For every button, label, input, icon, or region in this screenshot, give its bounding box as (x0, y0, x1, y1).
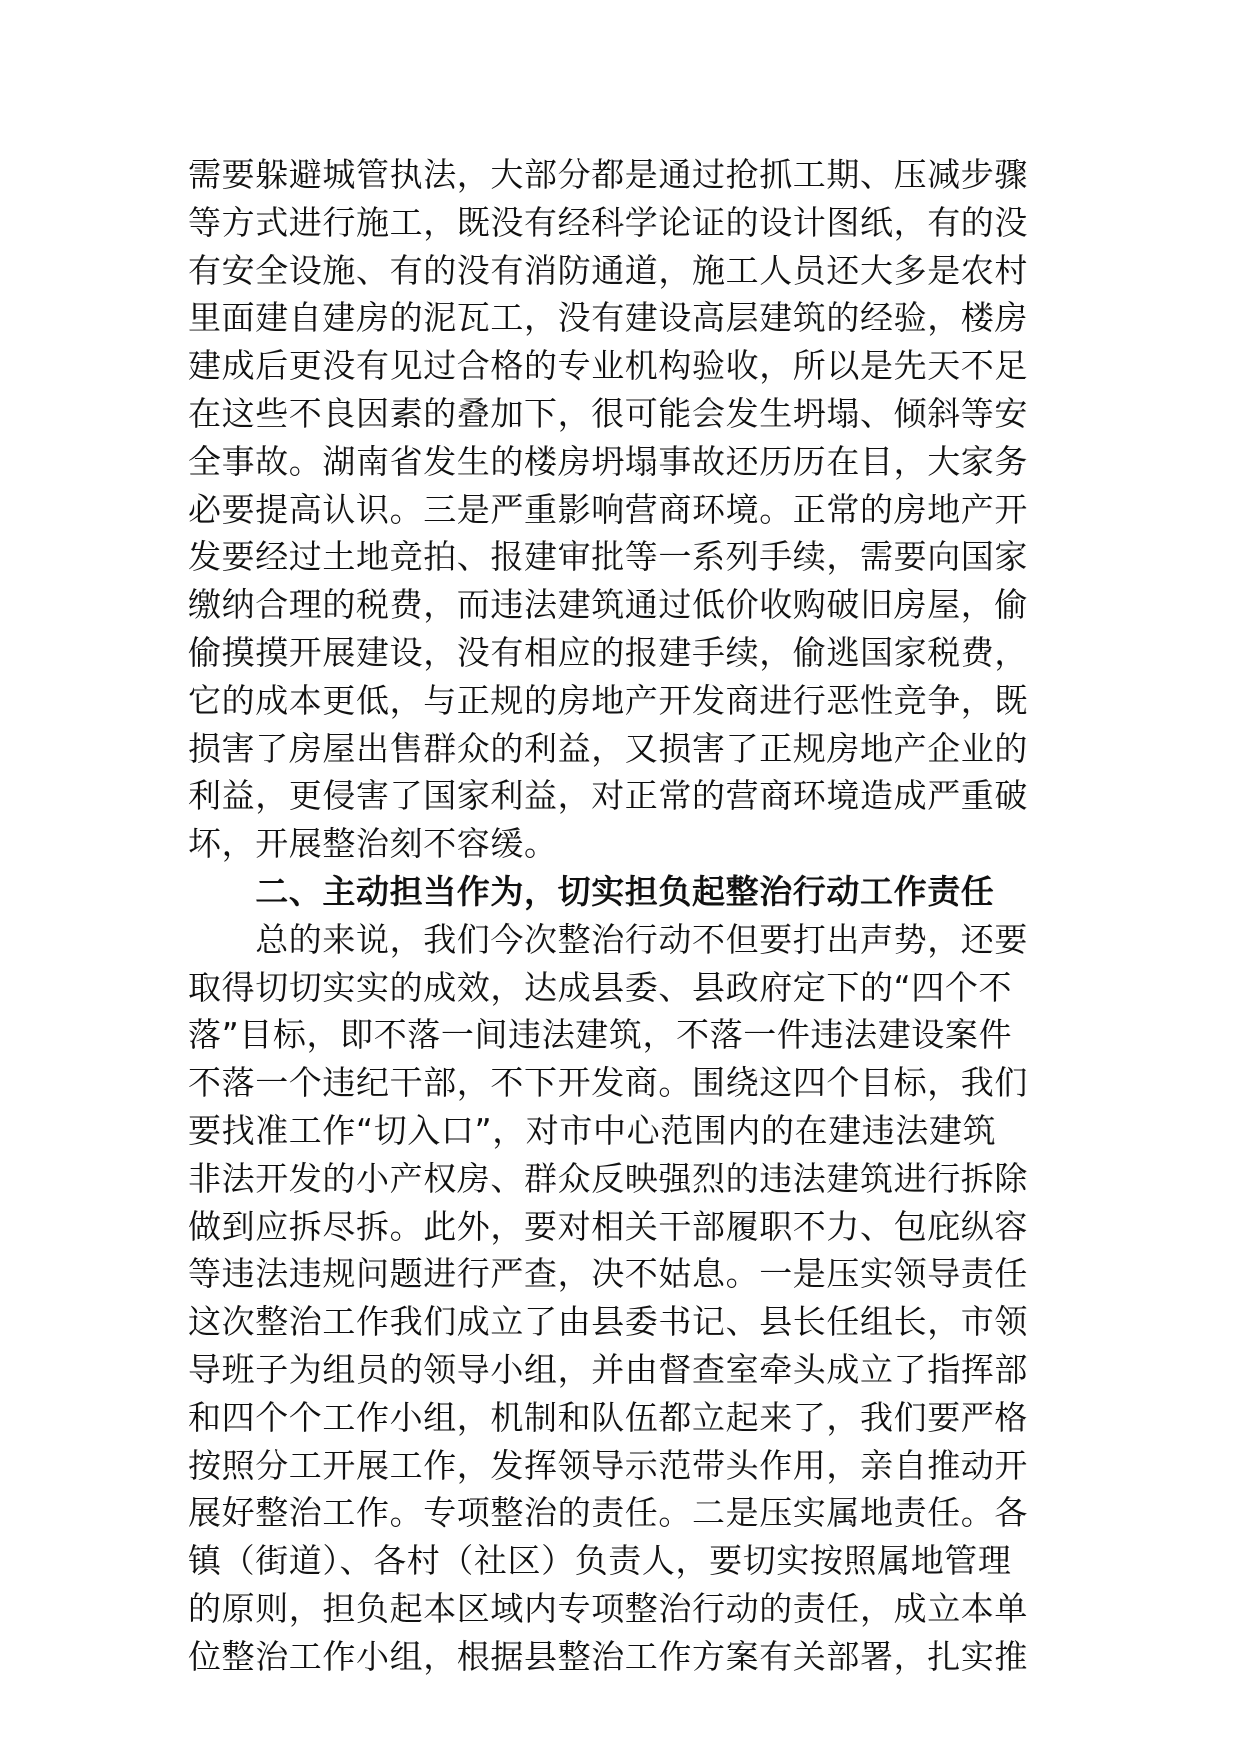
text-line: 和四个个工作小组，机制和队伍都立起来了，我们要严格 (188, 1397, 1028, 1437)
text-line: 等方式进行施工，既没有经科学论证的设计图纸，有的没 (188, 202, 1028, 242)
text-line: 落”目标，即不落一间违法建筑，不落一件违法建设案件 (188, 1015, 1013, 1055)
text-line: 坏，开展整治刻不容缓。 (188, 824, 558, 864)
text-line: 偷摸摸开展建设，没有相应的报建手续，偷逃国家税费， (188, 632, 1028, 672)
section-heading: 二、主动担当作为，切实担负起整治行动工作责任 (188, 871, 995, 911)
text-line: 导班子为组员的领导小组，并由督查室牵头成立了指挥部 (188, 1349, 1028, 1389)
text-line: 发要经过土地竞拍、报建审批等一系列手续，需要向国家 (188, 537, 1028, 577)
text-line: 里面建自建房的泥瓦工，没有建设高层建筑的经验，楼房 (188, 298, 1028, 338)
text-line: 的原则，担负起本区域内专项整治行动的责任，成立本单 (188, 1588, 1028, 1628)
text-line: 不落一个违纪干部，不下开发商。围绕这四个目标，我们 (188, 1063, 1028, 1103)
text-line: 做到应拆尽拆。此外，要对相关干部履职不力、包庇纵容 (188, 1206, 1028, 1246)
body-text (188, 151, 1068, 1681)
text-line: 建成后更没有见过合格的专业机构验收，所以是先天不足 (188, 346, 1028, 386)
text-line: 位整治工作小组，根据县整治工作方案有关部署，扎实推 (188, 1636, 1028, 1676)
text-line: 要找准工作“切入口”，对市中心范围内的在建违法建筑 (188, 1110, 997, 1150)
text-line: 总的来说，我们今次整治行动不但要打出声势，还要 (188, 919, 1028, 959)
text-line: 必要提高认识。三是严重影响营商环境。正常的房地产开 (188, 489, 1028, 529)
text-line: 等违法违规问题进行严查，决不姑息。一是压实领导责任 (188, 1254, 1028, 1294)
text-line: 需要躲避城管执法，大部分都是通过抢抓工期、压减步骤 (188, 155, 1028, 194)
text-line: 在这些不良因素的叠加下，很可能会发生坍塌、倾斜等安 (188, 393, 1028, 433)
text-line: 有安全设施、有的没有消防通道，施工人员还大多是农村 (188, 250, 1028, 290)
text-line: 展好整治工作。专项整治的责任。二是压实属地责任。各 (188, 1493, 1028, 1533)
text-line: 缴纳合理的税费，而违法建筑通过低价收购破旧房屋，偷 (188, 585, 1028, 625)
text-line: 损害了房屋出售群众的利益，又损害了正规房地产企业的 (188, 728, 1028, 768)
text-line: 全事故。湖南省发生的楼房坍塌事故还历历在目，大家务 (188, 441, 1028, 481)
text-line: 取得切切实实的成效，达成县委、县政府定下的“四个不 (188, 967, 1013, 1007)
text-line: 利益，更侵害了国家利益，对正常的营商环境造成严重破 (188, 776, 1028, 816)
text-line: 按照分工开展工作，发挥领导示范带头作用，亲自推动开 (188, 1445, 1028, 1485)
text-line: 镇（街道）、各村（社区）负责人，要切实按照属地管理 (188, 1541, 1012, 1581)
text-line: 这次整治工作我们成立了由县委书记、县长任组长，市领 (188, 1302, 1028, 1342)
text-line: 非法开发的小产权房、群众反映强烈的违法建筑进行拆除 (188, 1158, 1028, 1198)
text-line: 它的成本更低，与正规的房地产开发商进行恶性竞争，既 (188, 680, 1028, 720)
